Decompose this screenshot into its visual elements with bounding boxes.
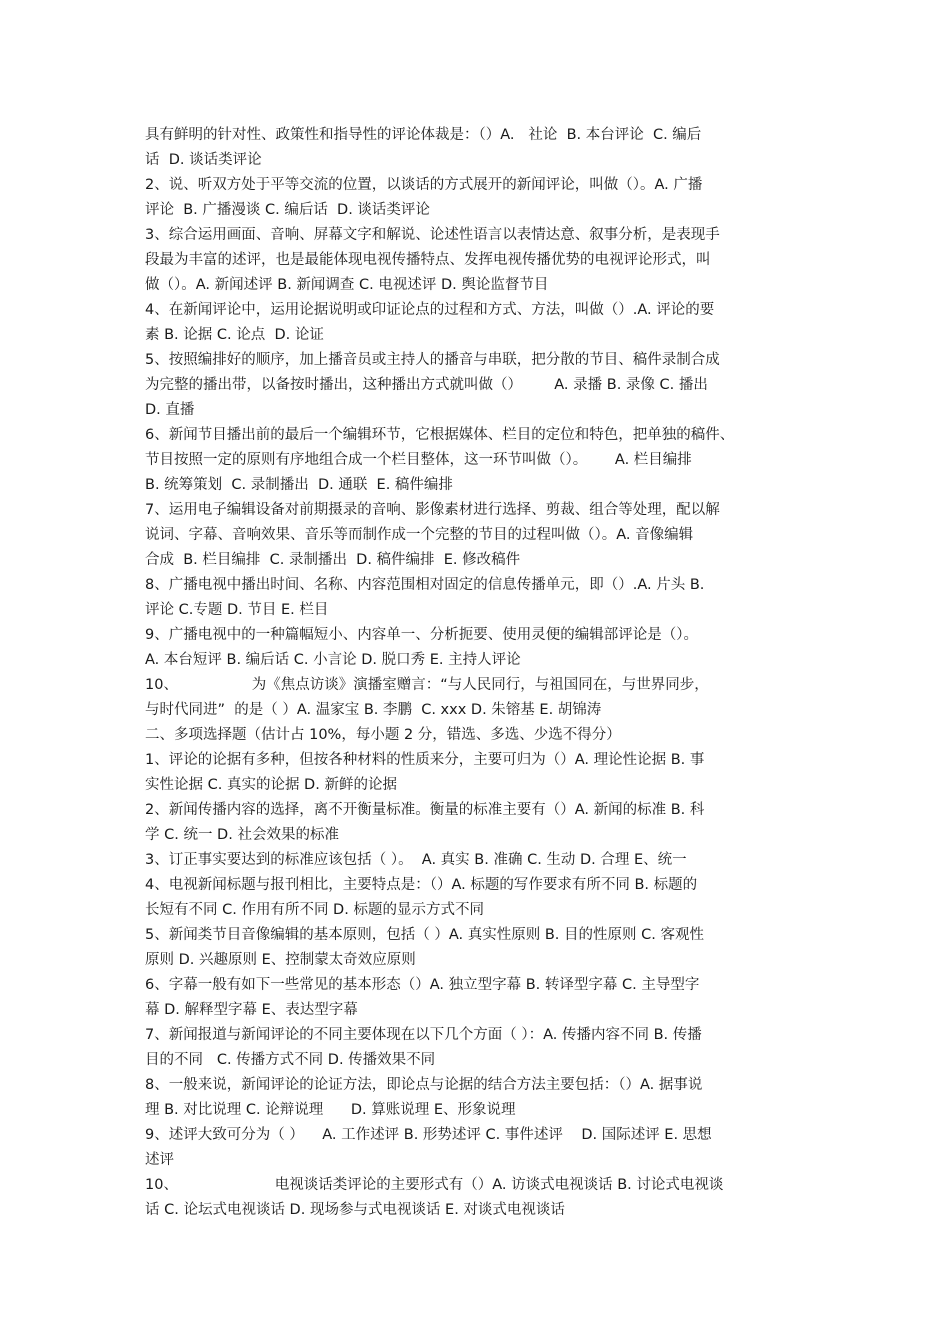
text-line: 8、一般来说，新闻评论的论证方法，即论点与论据的结合方法主要包括：（）A. 据事说 xyxy=(145,1077,703,1093)
text-line: 5、新闻类节目音像编辑的基本原则，包括（ ）A. 真实性原则 B. 目的性原则 C. 客观性 xyxy=(145,927,704,943)
text-line: 素 B. 论据 C. 论点 D. 论证 xyxy=(145,327,324,343)
text-line: 6、新闻节目播出前的最后一个编辑环节，它根据媒体、栏目的定位和特色，把单独的稿件、 xyxy=(145,427,735,443)
text-line: 6、字幕一般有如下一些常见的基本形态（）A. 独立型字幕 B. 转译型字幕 C. 主导型字 xyxy=(145,977,700,993)
section-heading: 二、多项选择题（估计占 10%，每小题 2 分，错选、多选、少选不得分） xyxy=(145,727,621,743)
text-line: 理 B. 对比说理 C. 论辩说理 D. 算账说理 E、形象说理 xyxy=(145,1102,516,1118)
text-line: 7、运用电子编辑设备对前期摄录的音响、影像素材进行选择、剪裁、组合等处理，配以解 xyxy=(145,502,720,518)
text-line: 4、电视新闻标题与报刊相比，主要特点是：（）A. 标题的写作要求有所不同 B. 标题的 xyxy=(145,877,698,893)
text-line: D. 直播 xyxy=(145,402,195,418)
text-line: 话 C. 论坛式电视谈话 D. 现场参与式电视谈话 E. 对谈式电视谈话 xyxy=(145,1202,565,1218)
text-line: 合成 B. 栏目编排 C. 录制播出 D. 稿件编排 E. 修改稿件 xyxy=(145,552,521,568)
text-line: 9、广播电视中的一种篇幅短小、内容单一、分析扼要、使用灵便的编辑部评论是（）。 xyxy=(145,627,698,643)
text-line: 评论 B. 广播漫谈 C. 编后话 D. 谈话类评论 xyxy=(145,202,430,218)
text-line: 段最为丰富的述评，也是最能体现电视传播特点、发挥电视传播优势的电视评论形式，叫 xyxy=(145,252,711,268)
text-line: 实性论据 C. 真实的论据 D. 新鲜的论据 xyxy=(145,777,397,793)
text-line: 原则 D. 兴趣原则 E、控制蒙太奇效应原则 xyxy=(145,952,416,968)
text-line: 10、 为《焦点访谈》演播室赠言：“与人民同行，与祖国同在，与世界同步， xyxy=(145,677,709,693)
text-line: 节目按照一定的原则有序地组合成一个栏目整体，这一环节叫做（）。 A. 栏目编排 xyxy=(145,452,692,468)
text-line: 学 C. 统一 D. 社会效果的标准 xyxy=(145,827,339,843)
text-line: 10、 电视谈话类评论的主要形式有（）A. 访谈式电视谈话 B. 讨论式电视谈 xyxy=(145,1177,724,1193)
document-body xyxy=(145,123,825,1223)
text-line: 具有鲜明的针对性、政策性和指导性的评论体裁是：（）A. 社论 B. 本台评论 C. 编后 xyxy=(145,127,702,143)
text-line: 9、述评大致可分为（ ） A. 工作述评 B. 形势述评 C. 事件述评 D. 国际述评 E. 思想 xyxy=(145,1127,712,1143)
text-line: 3、订正事实要达到的标准应该包括（ ）。 A. 真实 B. 准确 C. 生动 D. 合理 E、统一 xyxy=(145,852,687,868)
text-line: 1、评论的论据有多种，但按各种材料的性质来分，主要可归为（）A. 理论性论据 B. 事 xyxy=(145,752,705,768)
text-line: A. 本台短评 B. 编后话 C. 小言论 D. 脱口秀 E. 主持人评论 xyxy=(145,652,521,668)
text-line: 7、新闻报道与新闻评论的不同主要体现在以下几个方面（ ）：A. 传播内容不同 B. 传播 xyxy=(145,1027,702,1043)
text-line: 2、新闻传播内容的选择，离不开衡量标准。衡量的标准主要有（）A. 新闻的标准 B. 科 xyxy=(145,802,705,818)
text-line: 8、广播电视中播出时间、名称、内容范围相对固定的信息传播单元，即（）.A. 片头 B. xyxy=(145,577,705,593)
text-line: 述评 xyxy=(145,1152,174,1168)
text-line: 2、说、听双方处于平等交流的位置，以谈话的方式展开的新闻评论，叫做（）。A. 广播 xyxy=(145,177,703,193)
text-line: 说词、字幕、音响效果、音乐等而制作成一个完整的节目的过程叫做（）。A. 音像编辑 xyxy=(145,527,694,543)
text-line: 目的不同 C. 传播方式不同 D. 传播效果不同 xyxy=(145,1052,436,1068)
text-line: 4、在新闻评论中，运用论据说明或印证论点的过程和方式、方法，叫做（）.A. 评论的要 xyxy=(145,302,715,318)
text-line: 评论 C.专题 D. 节目 E. 栏目 xyxy=(145,602,329,618)
text-line: 5、按照编排好的顺序，加上播音员或主持人的播音与串联，把分散的节目、稿件录制合成 xyxy=(145,352,720,368)
text-line: 话 D. 谈话类评论 xyxy=(145,152,262,168)
text-line: 长短有不同 C. 作用有所不同 D. 标题的显示方式不同 xyxy=(145,902,484,918)
text-line: 3、综合运用画面、音响、屏幕文字和解说、论述性语言以表情达意、叙事分析，是表现手 xyxy=(145,227,720,243)
text-line: 做（）。A. 新闻述评 B. 新闻调查 C. 电视述评 D. 舆论监督节目 xyxy=(145,277,549,293)
text-line: 为完整的播出带，以备按时播出，这种播出方式就叫做（） A. 录播 B. 录像 C. 播出 xyxy=(145,377,708,393)
text-line: B. 统筹策划 C. 录制播出 D. 通联 E. 稿件编排 xyxy=(145,477,453,493)
text-line: 与时代同进” 的是（ ）A. 温家宝 B. 李鹏 C. xxx D. 朱镕基 E. 胡锦涛 xyxy=(145,702,602,718)
text-line: 幕 D. 解释型字幕 E、表达型字幕 xyxy=(145,1002,358,1018)
